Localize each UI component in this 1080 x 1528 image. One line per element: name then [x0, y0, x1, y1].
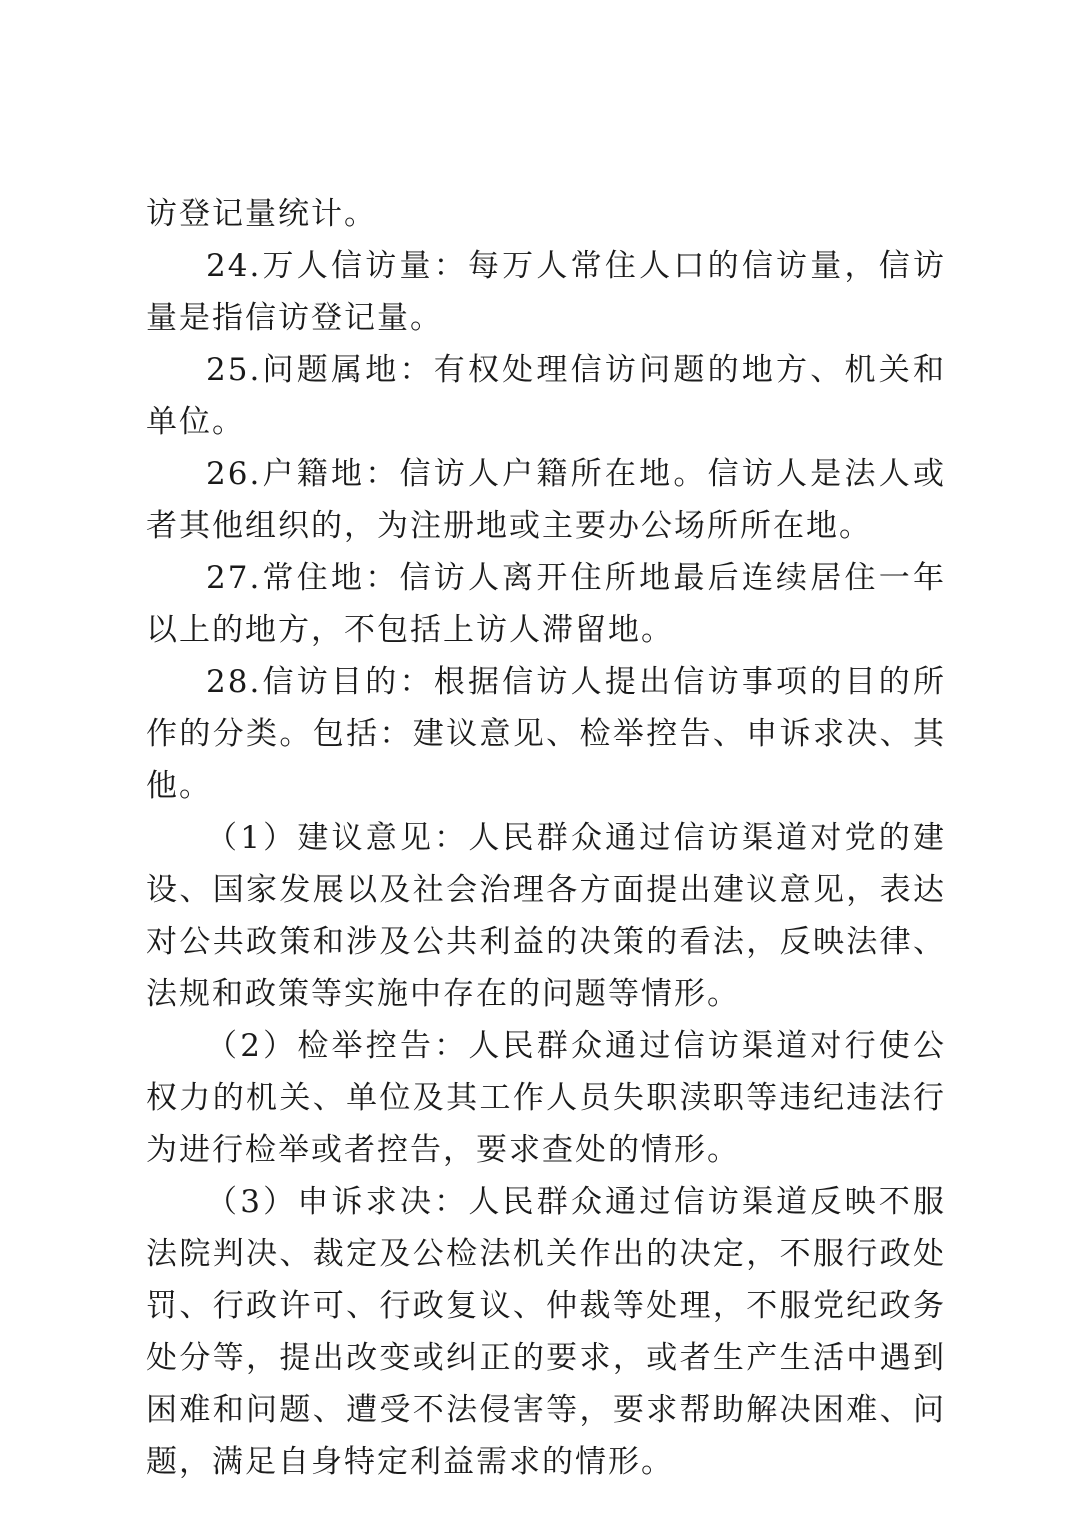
document-page: [146, 188, 946, 1488]
paragraph-item-24: 24.万人信访量：每万人常住人口的信访量，信访量是指信访登记量。: [146, 248, 946, 336]
paragraph-continuation: 访登记量统计。: [146, 196, 377, 232]
paragraph-item-28-3: （3）申诉求决：人民群众通过信访渠道反映不服法院判决、裁定及公检法机关作出的决定，不服行政处罚、行政许可、行政复议、仲裁等处理，不服党纪政务处分等，提出改变或纠正的要求，或者生产生活中遇到困难和问题、遭受不法侵害等，要求帮助解决困难、问题，满足自身特定利益需求的情形。: [146, 1184, 946, 1480]
paragraph-item-28-1: （1）建议意见：人民群众通过信访渠道对党的建设、国家发展以及社会治理各方面提出建议意见，表达对公共政策和涉及公共利益的决策的看法，反映法律、法规和政策等实施中存在的问题等情形。: [146, 820, 946, 1012]
paragraph-item-25: 25.问题属地：有权处理信访问题的地方、机关和单位。: [146, 352, 946, 440]
paragraph-item-27: 27.常住地：信访人离开住所地最后连续居住一年以上的地方，不包括上访人滞留地。: [146, 560, 946, 648]
paragraph-item-26: 26.户籍地：信访人户籍所在地。信访人是法人或者其他组织的，为注册地或主要办公场所所在地。: [146, 456, 946, 544]
paragraph-item-28: 28.信访目的：根据信访人提出信访事项的目的所作的分类。包括：建议意见、检举控告、申诉求决、其他。: [146, 664, 946, 804]
paragraph-item-28-2: （2）检举控告：人民群众通过信访渠道对行使公权力的机关、单位及其工作人员失职渎职等违纪违法行为进行检举或者控告，要求查处的情形。: [146, 1028, 946, 1168]
